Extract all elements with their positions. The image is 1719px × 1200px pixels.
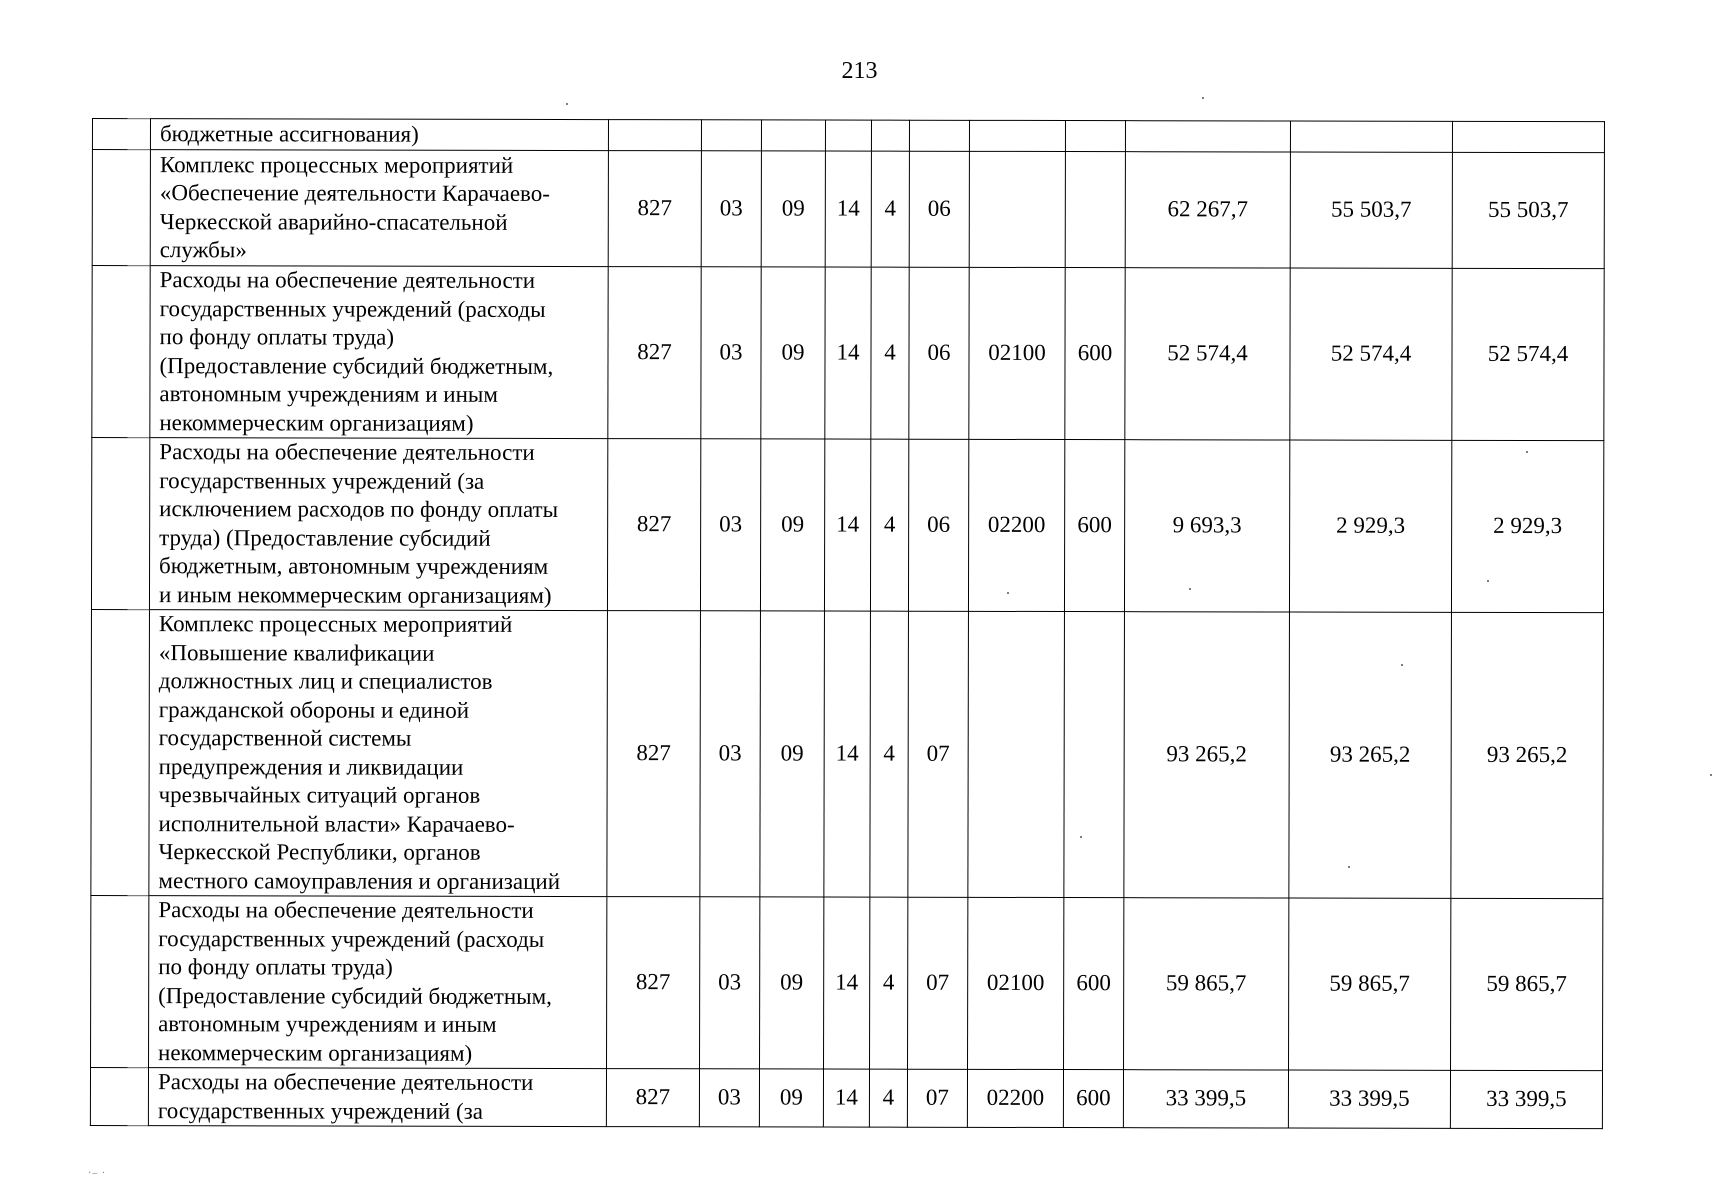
row-index-cell <box>91 895 149 1067</box>
amount-year2-cell <box>1290 121 1452 152</box>
subsection-code-cell <box>761 120 825 151</box>
page-number: 213 <box>841 58 878 84</box>
ministry-code-cell: 827 <box>606 1069 699 1127</box>
row-index-cell <box>91 438 149 610</box>
amount-year1-cell: 52 574,4 <box>1125 268 1290 440</box>
ministry-code-cell: 827 <box>608 267 701 439</box>
amount-year3-cell: 55 503,7 <box>1452 152 1604 268</box>
amount-year3-cell: 33 399,5 <box>1450 1070 1602 1128</box>
program-code-cell: 14 <box>825 151 871 267</box>
direction-code-cell: 02200 <box>967 1069 1063 1127</box>
table-row <box>92 266 1604 441</box>
measure-code-cell: 07 <box>908 897 968 1069</box>
row-index-cell <box>92 119 150 150</box>
amount-year1-cell: 62 267,7 <box>1125 152 1290 268</box>
description-cell: Расходы на обеспечение деятельности государственных учреждений (расходы по фонду оплаты труда) (Предоставление субсидий бюджетным, автономным учреждениям и иным некоммерческим организациям) <box>149 896 607 1069</box>
subprogram-code-cell: 4 <box>870 897 908 1069</box>
amount-year3-cell <box>1452 121 1604 152</box>
description-cell: Расходы на обеспечение деятельности государственных учреждений (за исключением расходов по фонду оплаты труда) (Предоставление субсидий бюджетным, автономным учреждениям и иным некоммерческим организациям) <box>149 438 607 611</box>
scan-speck <box>1487 580 1489 582</box>
section-code-cell: 03 <box>701 267 761 439</box>
expense-type-cell <box>1064 612 1125 898</box>
row-index-cell <box>92 266 150 438</box>
scan-speck <box>1710 774 1712 776</box>
description-cell: бюджетные ассигнования) <box>150 119 608 151</box>
subprogram-code-cell: 4 <box>869 1069 907 1127</box>
ministry-code-cell: 827 <box>607 897 700 1069</box>
amount-year1-cell <box>1125 121 1290 152</box>
expense-type-cell <box>1065 121 1125 152</box>
program-code-cell: 14 <box>824 439 870 611</box>
section-code-cell <box>701 120 761 151</box>
ministry-code-cell: 827 <box>607 439 700 611</box>
description-cell: Комплекс процессных мероприятий «Повышение квалификации должностных лиц и специалистов гражданской обороны и единой государственной системы предупреждения и ликвидации чрезвычайных ситуаций органов исполнительной власти» Карачаево- Черкесской Республики, органов местного самоуправления и организаций <box>149 610 608 897</box>
amount-year2-cell: 59 865,7 <box>1289 898 1451 1070</box>
program-code-cell <box>825 120 871 151</box>
description-cell: Комплекс процессных мероприятий «Обеспечение деятельности Карачаево- Черкесской аварийно-спасательной службы» <box>150 150 608 267</box>
amount-year1-cell: 59 865,7 <box>1124 898 1289 1070</box>
program-code-cell: 14 <box>825 267 871 439</box>
row-index-cell <box>90 1067 148 1125</box>
amount-year2-cell: 55 503,7 <box>1290 152 1452 268</box>
description-cell: Расходы на обеспечение деятельности государственных учреждений (за <box>148 1068 606 1127</box>
amount-year1-cell: 33 399,5 <box>1123 1070 1288 1128</box>
amount-year3-cell: 52 574,4 <box>1452 268 1604 440</box>
expense-type-cell: 600 <box>1064 440 1124 612</box>
table-row <box>92 119 1604 153</box>
scan-artifact-mark: ·– · <box>88 1168 107 1179</box>
table-row <box>92 150 1604 269</box>
amount-year3-cell: 59 865,7 <box>1451 898 1603 1070</box>
expense-type-cell <box>1065 152 1125 268</box>
scan-speck <box>1401 664 1403 666</box>
section-code-cell: 03 <box>700 897 760 1069</box>
expense-type-cell: 600 <box>1065 268 1125 440</box>
section-code-cell: 03 <box>699 1069 759 1127</box>
section-code-cell: 03 <box>701 151 761 267</box>
ministry-code-cell: 827 <box>608 151 701 267</box>
measure-code-cell: 07 <box>907 1069 967 1127</box>
scan-speck <box>1189 588 1191 590</box>
ministry-code-cell <box>608 120 701 151</box>
subprogram-code-cell <box>871 120 909 151</box>
table-row <box>91 438 1603 613</box>
measure-code-cell: 06 <box>909 151 969 267</box>
row-index-cell <box>91 609 150 895</box>
direction-code-cell: 02200 <box>968 439 1064 611</box>
section-code-cell: 03 <box>700 611 761 897</box>
subsection-code-cell: 09 <box>760 439 824 611</box>
scan-speck <box>566 103 568 105</box>
amount-year1-cell: 9 693,3 <box>1124 440 1289 612</box>
table-row <box>91 895 1603 1070</box>
scan-speck <box>1080 836 1082 838</box>
section-code-cell: 03 <box>700 439 760 611</box>
amount-year2-cell: 52 574,4 <box>1290 268 1452 440</box>
program-code-cell: 14 <box>824 611 871 897</box>
amount-year3-cell: 2 929,3 <box>1451 440 1603 612</box>
subsection-code-cell: 09 <box>761 267 825 439</box>
scan-speck <box>1348 866 1350 868</box>
amount-year2-cell: 93 265,2 <box>1289 612 1452 898</box>
amount-year3-cell: 93 265,2 <box>1451 612 1604 898</box>
subprogram-code-cell: 4 <box>870 611 909 897</box>
measure-code-cell: 07 <box>908 611 969 897</box>
subprogram-code-cell: 4 <box>871 151 909 267</box>
table-row <box>90 1067 1602 1128</box>
direction-code-cell <box>968 611 1065 897</box>
scan-speck <box>1202 97 1204 99</box>
amount-year2-cell: 2 929,3 <box>1289 440 1451 612</box>
amount-year1-cell: 93 265,2 <box>1124 612 1290 898</box>
measure-code-cell <box>909 120 969 151</box>
subsection-code-cell: 09 <box>761 151 825 267</box>
subsection-code-cell: 09 <box>760 897 824 1069</box>
measure-code-cell: 06 <box>909 267 969 439</box>
budget-table <box>90 118 1605 1129</box>
direction-code-cell <box>969 120 1065 151</box>
scan-speck <box>1526 451 1528 453</box>
subprogram-code-cell: 4 <box>871 267 909 439</box>
scan-speck <box>1007 592 1009 594</box>
description-cell: Расходы на обеспечение деятельности государственных учреждений (расходы по фонду оплаты труда) (Предоставление субсидий бюджетным, автономным учреждениям и иным некоммерческим организациям) <box>150 266 608 439</box>
amount-year2-cell: 33 399,5 <box>1288 1070 1450 1128</box>
program-code-cell: 14 <box>823 1069 869 1127</box>
direction-code-cell <box>969 151 1065 267</box>
ministry-code-cell: 827 <box>607 611 701 897</box>
expense-type-cell: 600 <box>1063 1070 1123 1128</box>
direction-code-cell: 02100 <box>969 267 1065 439</box>
subsection-code-cell: 09 <box>759 1069 823 1127</box>
program-code-cell: 14 <box>824 897 870 1069</box>
table-row <box>91 609 1604 898</box>
measure-code-cell: 06 <box>908 439 968 611</box>
subprogram-code-cell: 4 <box>870 439 908 611</box>
subsection-code-cell: 09 <box>760 611 825 897</box>
row-index-cell <box>92 150 150 266</box>
expense-type-cell: 600 <box>1064 898 1124 1070</box>
direction-code-cell: 02100 <box>968 897 1064 1069</box>
